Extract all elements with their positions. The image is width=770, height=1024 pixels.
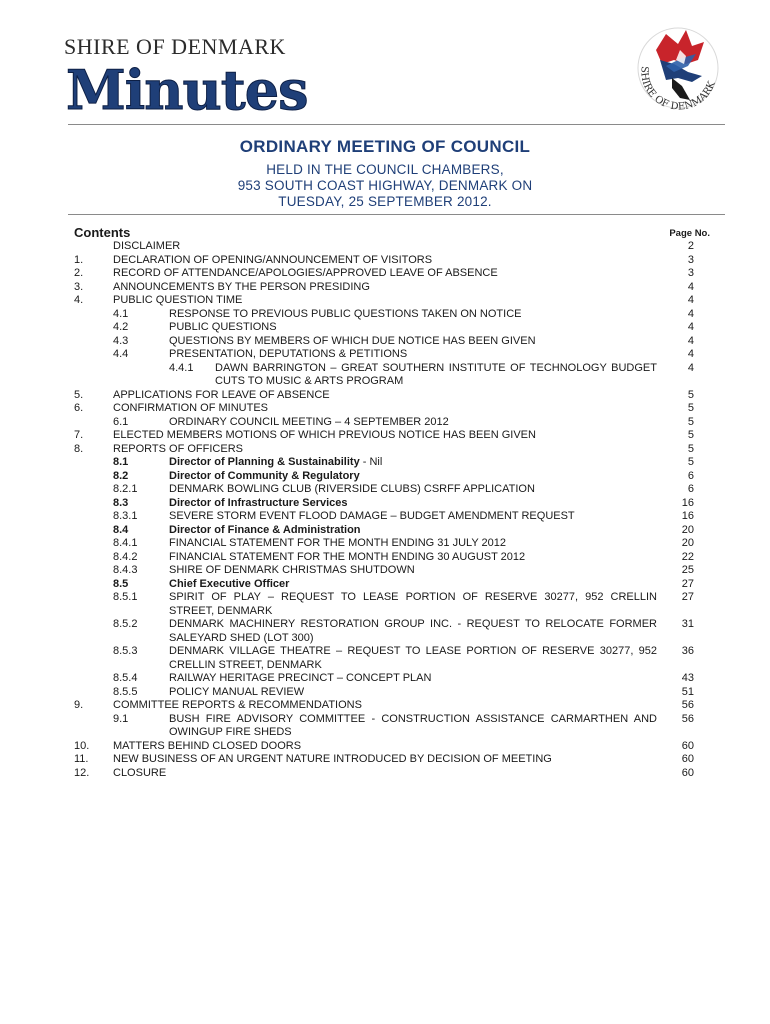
toc-entry-page-number: 27 xyxy=(681,591,694,603)
toc-entry-number: 8.5.2 xyxy=(113,618,138,630)
toc-entry-title xyxy=(113,699,657,713)
toc-entry-title xyxy=(169,713,657,740)
toc-entry-page-number: 4 xyxy=(687,348,694,360)
toc-entry xyxy=(0,645,770,672)
toc-entry-number: 5. xyxy=(74,388,84,401)
toc-entry-title xyxy=(113,389,657,403)
toc-entry-page-number: 60 xyxy=(681,766,694,779)
toc-entry-title xyxy=(169,686,657,700)
toc-entry-page-number: 4 xyxy=(687,307,694,320)
toc-entry xyxy=(0,578,770,592)
toc-entry-title-text: PUBLIC QUESTION TIME xyxy=(113,294,243,306)
toc-entry-number: 8.1 xyxy=(113,456,129,468)
toc-entry-number: 4.4.1 xyxy=(169,361,194,374)
toc-entry-number: 8.5.1 xyxy=(113,591,138,603)
toc-entry-title-text: PUBLIC QUESTIONS xyxy=(169,321,277,333)
toc-entry xyxy=(0,699,770,713)
toc-entry-title-text: COMMITTEE REPORTS & RECOMMENDATIONS xyxy=(113,699,362,711)
toc-entry-title xyxy=(113,267,657,281)
toc-entry-title-text: ORDINARY COUNCIL MEETING – 4 SEPTEMBER 2012 xyxy=(169,415,449,428)
toc-entry xyxy=(0,456,770,470)
toc-entry-page-number: 5 xyxy=(687,388,694,401)
toc-entry-title xyxy=(113,443,657,457)
toc-entry-number: 10. xyxy=(74,739,90,752)
toc-entry-page-number: 60 xyxy=(681,753,694,765)
toc-entry-page-number: 43 xyxy=(681,672,694,684)
toc-entry-number: 8.4.1 xyxy=(113,537,138,549)
toc-entry-title-text: POLICY MANUAL REVIEW xyxy=(169,685,305,698)
toc-entry-number: 8. xyxy=(74,442,84,455)
toc-entry-page-number: 6 xyxy=(687,483,694,495)
toc-entry-page-number: 4 xyxy=(687,294,694,306)
toc-entry-number: 8.2 xyxy=(113,469,129,482)
toc-entry-title-text: DENMARK VILLAGE THEATRE – REQUEST TO LEASE PORTION OF RESERVE 30277, 952 CRELLIN STREET, DENMARK xyxy=(169,645,657,671)
toc-entry xyxy=(0,416,770,430)
toc-entry-number: 4.4 xyxy=(113,348,129,360)
toc-entry-title xyxy=(113,767,657,781)
toc-entry-title-text: RECORD OF ATTENDANCE/APOLOGIES/APPROVED LEAVE OF ABSENCE xyxy=(113,267,498,279)
svg-text:SHIRE OF DENMARK: SHIRE OF DENMARK xyxy=(638,65,718,113)
toc-entry-title-text: Director of Community & Regulatory xyxy=(169,469,360,482)
toc-entry-title xyxy=(169,564,657,578)
toc-entry-page-number: 56 xyxy=(681,712,694,725)
toc-entry-title-text: DENMARK BOWLING CLUB (RIVERSIDE CLUBS) CSRFF APPLICATION xyxy=(169,483,535,495)
toc-entry xyxy=(0,402,770,416)
toc-entry-number: 8.4.2 xyxy=(113,550,138,563)
toc-entry-number: 1. xyxy=(74,253,84,266)
toc-entry-title xyxy=(169,456,657,470)
toc-entry xyxy=(0,308,770,322)
toc-entry-number: 8.3.1 xyxy=(113,510,138,522)
toc-entry-title-text: FINANCIAL STATEMENT FOR THE MONTH ENDING 30 AUGUST 2012 xyxy=(169,550,526,563)
toc-entry-title xyxy=(169,672,657,686)
toc-entry-page-number: 25 xyxy=(681,564,694,576)
toc-entry-title xyxy=(169,551,657,565)
title-divider xyxy=(68,214,725,215)
toc-entry-title-text: Director of Infrastructure Services xyxy=(169,496,348,509)
table-of-contents xyxy=(0,240,770,780)
meeting-location-line-2: 953 SOUTH COAST HIGHWAY, DENMARK ON xyxy=(237,178,533,193)
toc-entry xyxy=(0,740,770,754)
toc-entry-page-number: 60 xyxy=(681,739,694,752)
toc-entry-title-text: Director of Finance & Administration xyxy=(169,523,361,536)
toc-entry-title-text: MATTERS BEHIND CLOSED DOORS xyxy=(113,739,302,752)
organization-name: SHIRE OF DENMARK xyxy=(64,34,286,59)
toc-entry-number: 8.5.3 xyxy=(113,645,138,657)
toc-entry-title xyxy=(169,321,657,335)
toc-entry-page-number: 22 xyxy=(681,550,694,563)
toc-entry xyxy=(0,591,770,618)
toc-entry-title xyxy=(169,416,657,430)
toc-entry-title xyxy=(113,240,657,254)
toc-entry xyxy=(0,362,770,389)
toc-entry xyxy=(0,686,770,700)
toc-entry-title-text: CONFIRMATION OF MINUTES xyxy=(113,402,269,414)
toc-entry-number: 8.5 xyxy=(113,577,129,590)
meeting-date-line: TUESDAY, 25 SEPTEMBER 2012. xyxy=(278,194,492,209)
toc-entry-title-text: Chief Executive Officer xyxy=(169,577,290,590)
toc-entry-number: 9. xyxy=(74,699,84,711)
toc-entry-page-number: 16 xyxy=(681,510,694,522)
toc-entry xyxy=(0,551,770,565)
toc-entry-title-text: SPIRIT OF PLAY – REQUEST TO LEASE PORTION OF RESERVE 30277, 952 CRELLIN STREET, DENMARK xyxy=(169,591,657,617)
toc-entry xyxy=(0,753,770,767)
toc-entry-title-text: NEW BUSINESS OF AN URGENT NATURE INTRODUCED BY DECISION OF MEETING xyxy=(113,753,552,765)
toc-entry-title xyxy=(169,348,657,362)
toc-entry-page-number: 16 xyxy=(681,496,694,509)
toc-entry-number: 8.4.3 xyxy=(113,564,138,576)
toc-entry-page-number: 20 xyxy=(681,537,694,549)
toc-entry-title-text: RESPONSE TO PREVIOUS PUBLIC QUESTIONS TAKEN ON NOTICE xyxy=(169,307,522,320)
toc-entry-title xyxy=(169,591,657,618)
toc-entry-title xyxy=(169,537,657,551)
document-type-title: Minutes xyxy=(66,58,308,122)
toc-entry xyxy=(0,240,770,254)
toc-entry-title-text: APPLICATIONS FOR LEAVE OF ABSENCE xyxy=(113,388,330,401)
toc-entry xyxy=(0,267,770,281)
toc-entry-page-number: 5 xyxy=(687,429,694,441)
toc-entry-title xyxy=(169,524,657,538)
toc-entry xyxy=(0,335,770,349)
toc-entry-number: 3. xyxy=(74,280,84,293)
toc-entry-title-text: SHIRE OF DENMARK CHRISTMAS SHUTDOWN xyxy=(169,564,415,576)
toc-entry xyxy=(0,564,770,578)
toc-entry-title-text: BUSH FIRE ADVISORY COMMITTEE - CONSTRUCTION ASSISTANCE CARMARTHEN AND OWINGUP FIRE SHEDS xyxy=(169,712,657,738)
page-number-heading: Page No. xyxy=(669,228,710,239)
toc-entry-title-text: FINANCIAL STATEMENT FOR THE MONTH ENDING 31 JULY 2012 xyxy=(169,537,506,549)
toc-entry-number: 6.1 xyxy=(113,415,129,428)
toc-entry-title-suffix: - Nil xyxy=(359,456,383,468)
toc-entry-title xyxy=(169,308,657,322)
toc-entry-title xyxy=(113,294,657,308)
toc-entry-page-number: 4 xyxy=(687,280,694,293)
toc-entry-title xyxy=(169,510,657,524)
toc-entry-page-number: 31 xyxy=(681,618,694,630)
toc-entry-title xyxy=(113,254,657,268)
toc-entry xyxy=(0,281,770,295)
toc-entry-title xyxy=(113,740,657,754)
toc-entry-number: 4. xyxy=(74,294,84,306)
toc-entry-title-text: DECLARATION OF OPENING/ANNOUNCEMENT OF VISITORS xyxy=(113,253,433,266)
header-divider xyxy=(68,124,725,125)
toc-entry-number: 4.2 xyxy=(113,321,129,333)
toc-entry-title-text: RAILWAY HERITAGE PRECINCT – CONCEPT PLAN xyxy=(169,672,432,684)
toc-entry xyxy=(0,524,770,538)
toc-entry-title xyxy=(169,497,657,511)
toc-entry xyxy=(0,713,770,740)
toc-entry xyxy=(0,483,770,497)
toc-entry-number: 9.1 xyxy=(113,712,129,725)
toc-entry-number: 8.4 xyxy=(113,523,129,536)
toc-entry-page-number: 20 xyxy=(681,523,694,536)
toc-entry-number: 7. xyxy=(74,429,84,441)
toc-entry-page-number: 4 xyxy=(687,321,694,333)
toc-entry-number: 4.3 xyxy=(113,334,129,347)
toc-entry-title-text: QUESTIONS BY MEMBERS OF WHICH DUE NOTICE HAS BEEN GIVEN xyxy=(169,334,536,347)
toc-entry-number: 4.1 xyxy=(113,307,129,320)
document-header xyxy=(0,0,770,130)
toc-entry-title xyxy=(169,578,657,592)
toc-entry-title-text: CLOSURE xyxy=(113,766,167,779)
toc-entry-title xyxy=(113,753,657,767)
toc-entry-page-number: 5 xyxy=(687,402,694,414)
toc-entry-number: 2. xyxy=(74,267,84,279)
toc-entry xyxy=(0,294,770,308)
toc-entry-page-number: 2 xyxy=(687,240,694,252)
toc-entry-title-text: SEVERE STORM EVENT FLOOD DAMAGE – BUDGET AMENDMENT REQUEST xyxy=(169,510,575,522)
toc-entry-page-number: 36 xyxy=(681,645,694,657)
contents-heading: Contents xyxy=(74,225,131,240)
shire-logo-icon xyxy=(626,20,726,120)
toc-entry-title xyxy=(169,470,657,484)
toc-entry xyxy=(0,443,770,457)
toc-entry xyxy=(0,767,770,781)
toc-entry-title-text: DAWN BARRINGTON – GREAT SOUTHERN INSTITUTE OF TECHNOLOGY BUDGET CUTS TO MUSIC & ARTS PROGRAM xyxy=(215,361,657,387)
toc-entry-page-number: 5 xyxy=(687,442,694,455)
toc-entry-number: 11. xyxy=(74,753,89,765)
toc-entry-page-number: 4 xyxy=(687,361,694,374)
meeting-location-line-1: HELD IN THE COUNCIL CHAMBERS, xyxy=(266,162,504,177)
toc-entry-title-text: ANNOUNCEMENTS BY THE PERSON PRESIDING xyxy=(113,280,370,293)
toc-entry-page-number: 3 xyxy=(687,267,694,279)
toc-entry-title xyxy=(169,335,657,349)
meeting-title: ORDINARY MEETING OF COUNCIL xyxy=(239,137,531,156)
toc-entry xyxy=(0,348,770,362)
toc-entry-number: 8.5.5 xyxy=(113,685,138,698)
toc-entry-title xyxy=(113,402,657,416)
toc-entry-title-text: REPORTS OF OFFICERS xyxy=(113,442,243,455)
toc-entry-page-number: 6 xyxy=(687,469,694,482)
toc-entry-title-text: PRESENTATION, DEPUTATIONS & PETITIONS xyxy=(169,348,408,360)
toc-entry-title xyxy=(169,618,657,645)
toc-entry xyxy=(0,470,770,484)
toc-entry-number: 6. xyxy=(74,402,84,414)
toc-entry-page-number: 3 xyxy=(687,253,694,266)
toc-entry-page-number: 27 xyxy=(681,577,694,590)
toc-entry xyxy=(0,321,770,335)
toc-entry-page-number: 51 xyxy=(681,685,694,698)
toc-entry-page-number: 5 xyxy=(687,415,694,428)
toc-entry-title xyxy=(113,429,657,443)
toc-entry-title-text: DISCLAIMER xyxy=(113,240,181,252)
toc-entry xyxy=(0,510,770,524)
toc-entry-number: 8.5.4 xyxy=(113,672,138,684)
toc-entry-title xyxy=(169,483,657,497)
toc-entry-page-number: 5 xyxy=(687,456,694,468)
toc-entry-title xyxy=(113,281,657,295)
toc-entry-title xyxy=(169,645,657,672)
toc-entry-page-number: 4 xyxy=(687,334,694,347)
toc-entry-title-text: ELECTED MEMBERS MOTIONS OF WHICH PREVIOUS NOTICE HAS BEEN GIVEN xyxy=(113,429,536,441)
toc-entry xyxy=(0,497,770,511)
toc-entry xyxy=(0,537,770,551)
toc-entry xyxy=(0,389,770,403)
toc-entry-number: 8.3 xyxy=(113,496,129,509)
toc-entry-number: 8.2.1 xyxy=(113,483,138,495)
toc-entry-title-text: Director of Planning & Sustainability xyxy=(169,456,360,468)
toc-entry xyxy=(0,618,770,645)
toc-entry-title xyxy=(215,362,657,389)
toc-entry xyxy=(0,429,770,443)
toc-entry-title-text: DENMARK MACHINERY RESTORATION GROUP INC. - REQUEST TO RELOCATE FORMER SALEYARD SHED (LOT 300) xyxy=(169,618,657,644)
toc-entry xyxy=(0,254,770,268)
toc-entry-page-number: 56 xyxy=(681,699,694,711)
toc-entry-number: 12. xyxy=(74,766,90,779)
toc-entry xyxy=(0,672,770,686)
